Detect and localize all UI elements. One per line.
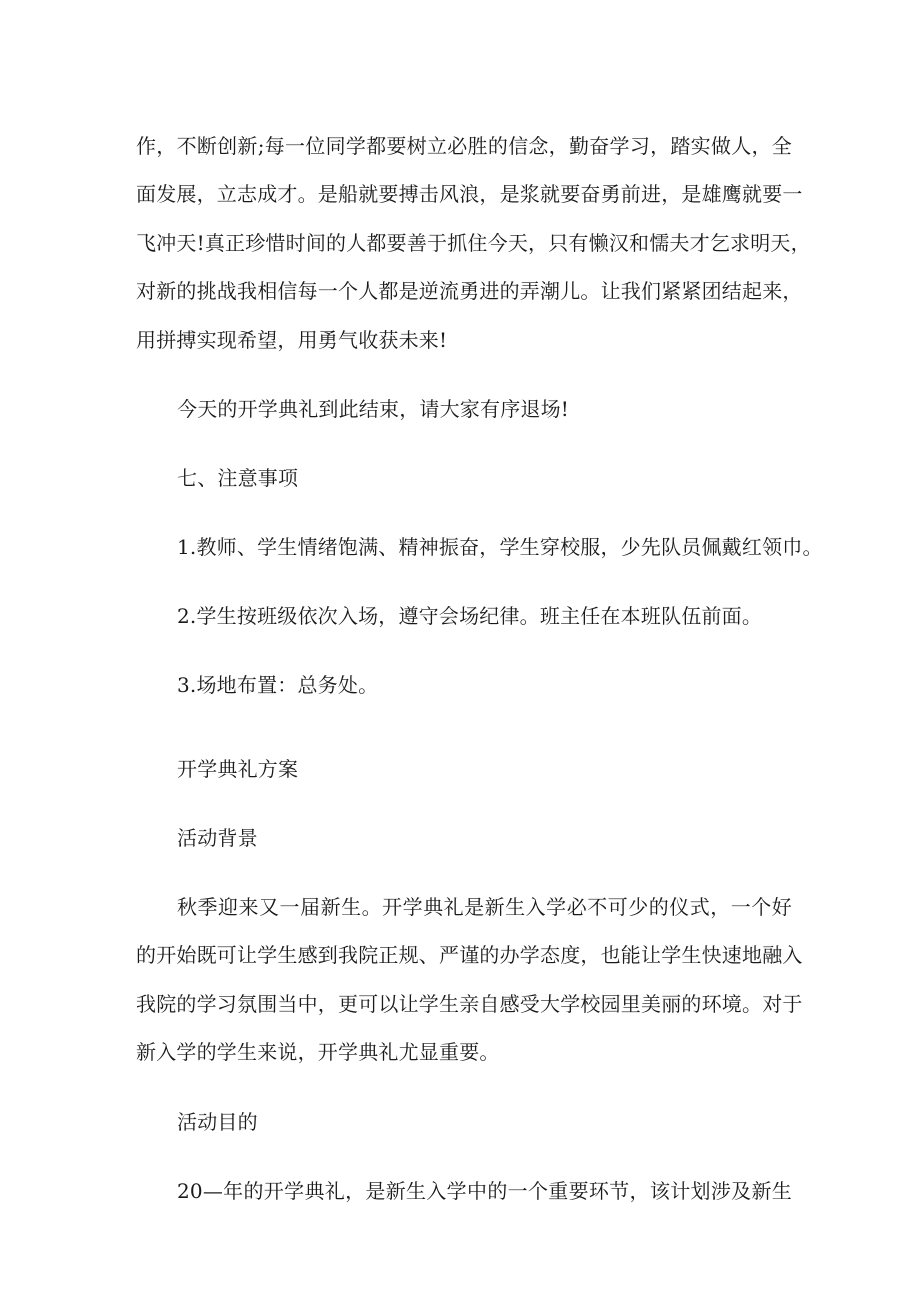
paragraph-line: 面发展，立志成才。是船就要搏击风浪，是浆就要奋勇前进，是雄鹰就要一 [136, 182, 803, 206]
section-heading-purpose: 活动目的 [177, 1110, 258, 1134]
note-item: 1.教师、学生情绪饱满、精神振奋，学生穿校服，少先队员佩戴红领巾。 [177, 535, 823, 559]
paragraph-line: 新入学的学生来说，开学典礼尤显重要。 [136, 1040, 500, 1064]
paragraph-line: 的开始既可让学生感到我院正规、严谨的办学态度，也能让学生快速地融入 [136, 943, 803, 967]
paragraph-line: 作，不断创新;每一位同学都要树立必胜的信念，勤奋学习，踏实做人，全 [136, 134, 792, 158]
section-heading-background: 活动背景 [177, 826, 258, 850]
paragraph-line: 用拼搏实现希望，用勇气收获未来! [136, 328, 448, 352]
closing-sentence: 今天的开学典礼到此结束，请大家有序退场! [177, 397, 570, 421]
paragraph-line: 对新的挑战我相信每一个人都是逆流勇进的弄潮儿。让我们紧紧团结起来， [136, 279, 803, 303]
paragraph-line: 我院的学习氛围当中，更可以让学生亲自感受大学校园里美丽的环境。对于 [136, 992, 803, 1016]
note-item: 3.场地布置：总务处。 [177, 673, 379, 697]
note-item: 2.学生按班级依次入场，遵守会场纪律。班主任在本班队伍前面。 [177, 604, 763, 628]
section-heading-notes: 七、注意事项 [177, 466, 299, 490]
paragraph-line: 秋季迎来又一届新生。开学典礼是新生入学必不可少的仪式，一个好 [177, 895, 792, 919]
paragraph-line: 20—年的开学典礼，是新生入学中的一个重要环节，该计划涉及新生 [177, 1179, 792, 1203]
paragraph-line: 飞冲天!真正珍惜时间的人都要善于抓住今天，只有懒汉和懦夫才乞求明天， [136, 231, 811, 255]
document-title-plan: 开学典礼方案 [177, 757, 299, 781]
